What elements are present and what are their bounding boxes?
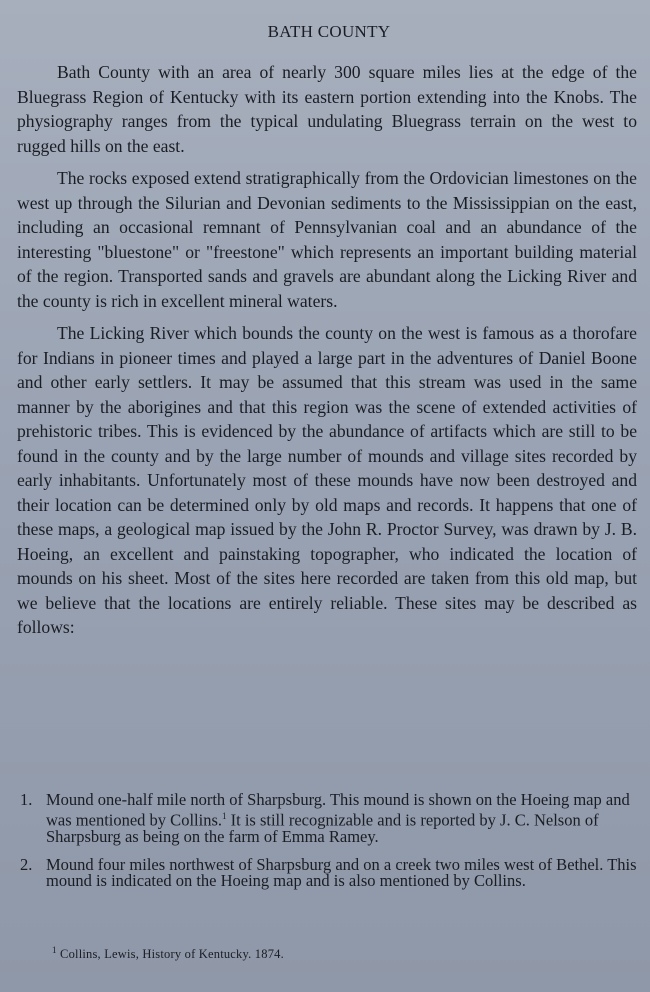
site-text-continued: It is still recognizable and is reported by J. C. Nelson of Sharpsburg as being on the farm of Emma Ramey. <box>46 810 599 846</box>
footnote-reference: 1 <box>222 811 227 821</box>
site-text: Mound four miles northwest of Sharpsburg and on a creek two miles west of Bethel. This mound is indicated on the Hoeing map and is also mentioned by Collins. <box>46 854 637 890</box>
paragraph-intro: Bath County with an area of nearly 300 square miles lies at the edge of the Bluegrass Region of Kentucky with its eastern portion extending into the Knobs. The physiography ranges from the typical undulating Bluegrass terrain on the west to rugged hills on the east. <box>17 62 637 156</box>
site-item <box>20 792 640 845</box>
site-list <box>20 792 640 901</box>
footnote <box>52 945 284 962</box>
paragraph-history: The Licking River which bounds the county on the west is famous as a thorofare for Indians in pioneer times and played a large part in the adventures of Daniel Boone and other early settlers. It may be assumed that this stream was used in the same manner by the aborigines and that this region was the scene of extended activities of prehistoric tribes. This is evidenced by the abundance of artifacts which are still to be found in the county and by the large number of mounds and village sites recorded by early inhabitants. Unfortunately most of these mounds have now been destroyed and their location can be determined only by old maps and records. It happens that one of these maps, a geological map issued by the John R. Proctor Survey, was drawn by J. B. Hoeing, an excellent and painstaking topographer, who indicated the location of mounds on his sheet. Most of the sites here recorded are taken from this old map, but we believe that the locations are entirely reliable. These sites may be described as follows: <box>17 323 637 637</box>
footnote-text: Collins, Lewis, History of Kentucky. 1874. <box>60 947 284 962</box>
site-text: Mound one-half mile north of Sharpsburg. This mound is shown on the Hoeing map and was mentioned by Collins. <box>46 790 630 830</box>
footnote-marker: 1 <box>52 945 57 955</box>
site-item <box>20 854 640 890</box>
body-text <box>17 60 637 648</box>
site-number: 2. <box>20 854 33 874</box>
page-title: BATH COUNTY <box>267 22 391 41</box>
site-number: 1. <box>20 790 33 809</box>
paragraph-geology: The rocks exposed extend stratigraphically from the Ordovician limestones on the west up through the Silurian and Devonian sediments to the Mississippian on the east, including an occasional remnant of Pennsylvanian coal and an abundance of the interesting "bluestone" or "freestone" which represents an important building material of the region. Transported sands and gravels are abundant along the Licking River and the county is rich in excellent mineral waters. <box>17 168 637 311</box>
